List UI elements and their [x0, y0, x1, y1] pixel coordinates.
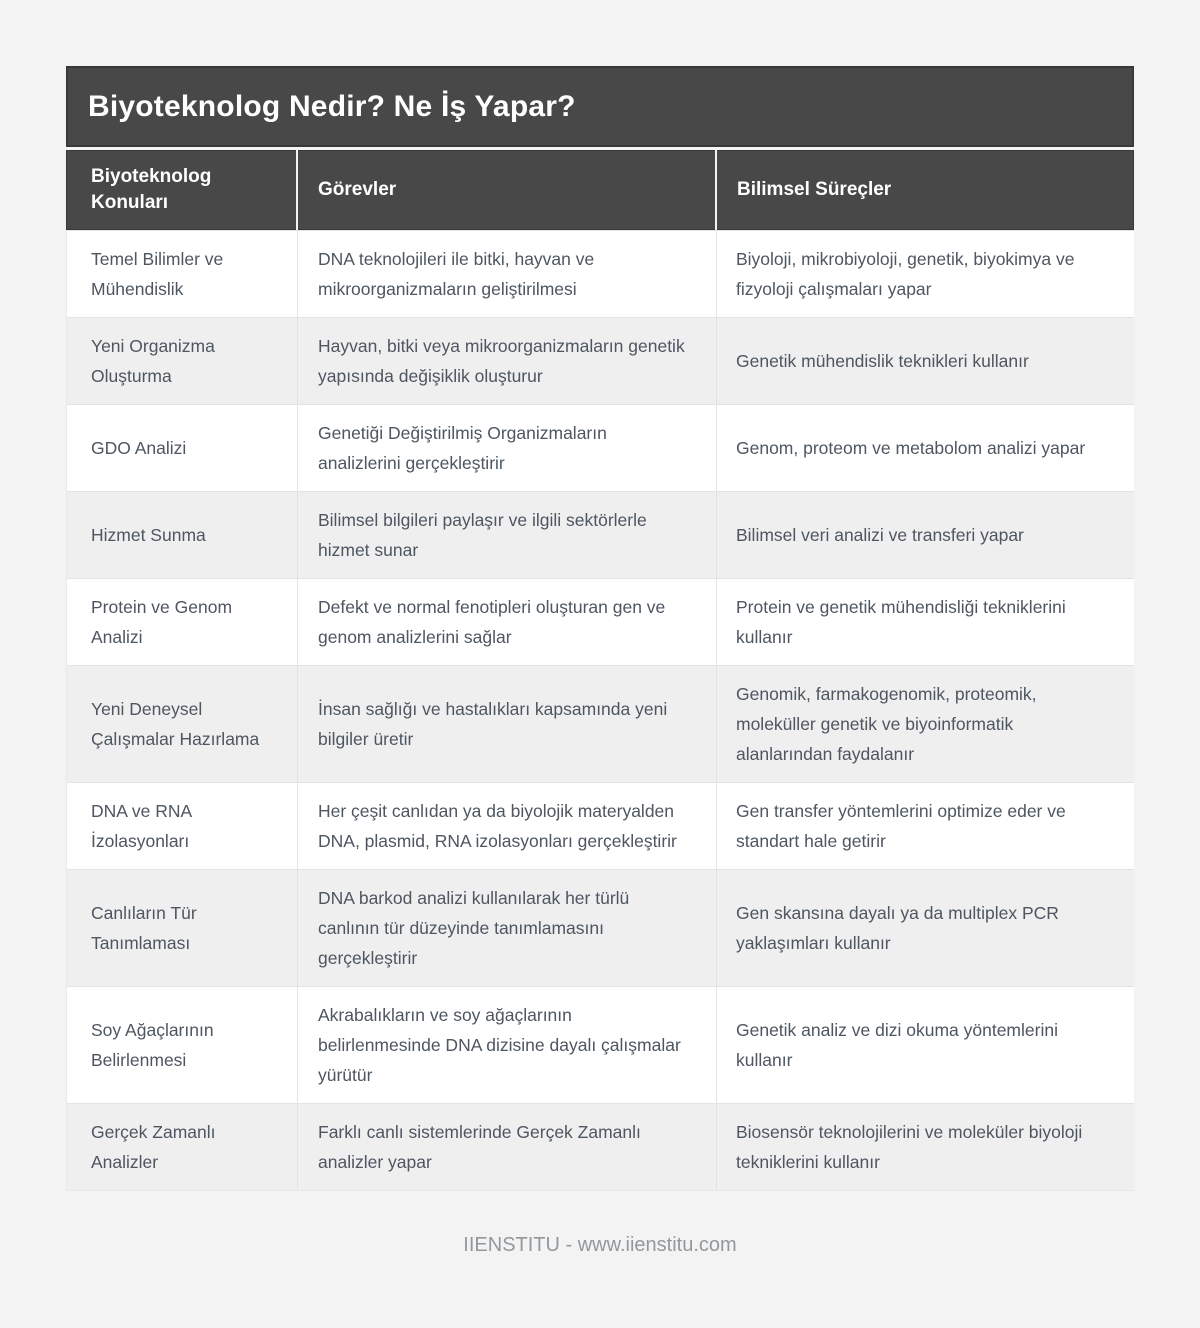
cell-topic: Hizmet Sunma [67, 492, 297, 578]
cell-topic: GDO Analizi [67, 405, 297, 491]
table-row [67, 987, 1133, 1103]
cell-task: Hayvan, bitki veya mikroorganizmaların genetik yapısında değişiklik oluşturur [298, 318, 716, 404]
table-row [67, 1104, 1133, 1190]
table-header-row [66, 150, 1134, 230]
column-header-processes: Bilimsel Süreçler [717, 150, 1134, 230]
cell-task: Bilimsel bilgileri paylaşır ve ilgili sektörlerle hizmet sunar [298, 492, 716, 578]
footer-credit: IIENSTITU - www.iienstitu.com [463, 1234, 737, 1256]
cell-task: Akrabalıkların ve soy ağaçlarının belirlenmesinde DNA dizisine dayalı çalışmalar yürütür [298, 987, 716, 1103]
cell-process: Gen transfer yöntemlerini optimize eder ve standart hale getirir [717, 783, 1134, 869]
cell-topic: Canlıların Tür Tanımlaması [67, 870, 297, 986]
table-row [67, 492, 1133, 578]
cell-topic: Yeni Deneysel Çalışmalar Hazırlama [67, 666, 297, 782]
table-row [67, 783, 1133, 869]
cell-task: İnsan sağlığı ve hastalıkları kapsamında yeni bilgiler üretir [298, 666, 716, 782]
cell-topic: Temel Bilimler ve Mühendislik [67, 231, 297, 317]
column-header-tasks: Görevler [298, 150, 715, 230]
cell-process: Bilimsel veri analizi ve transferi yapar [717, 492, 1134, 578]
cell-topic: DNA ve RNA İzolasyonları [67, 783, 297, 869]
table-row [67, 579, 1133, 665]
cell-process: Genetik analiz ve dizi okuma yöntemlerini kullanır [717, 987, 1134, 1103]
cell-topic: Soy Ağaçlarının Belirlenmesi [67, 987, 297, 1103]
column-header-topics: Biyoteknolog Konuları [66, 150, 296, 230]
cell-topic: Yeni Organizma Oluşturma [67, 318, 297, 404]
infographic-table [66, 66, 1134, 1191]
cell-task: DNA barkod analizi kullanılarak her türlü canlının tür düzeyinde tanımlamasını gerçekleştirir [298, 870, 716, 986]
cell-process: Genom, proteom ve metabolom analizi yapar [717, 405, 1134, 491]
table-row [67, 318, 1133, 404]
cell-process: Genomik, farmakogenomik, proteomik, moleküller genetik ve biyoinformatik alanlarından faydalanır [717, 666, 1134, 782]
cell-task: Her çeşit canlıdan ya da biyolojik materyalden DNA, plasmid, RNA izolasyonları gerçekleştirir [298, 783, 716, 869]
cell-task: Farklı canlı sistemlerinde Gerçek Zamanlı analizler yapar [298, 1104, 716, 1190]
page-title: Biyoteknolog Nedir? Ne İş Yapar? [88, 89, 576, 123]
cell-process: Genetik mühendislik teknikleri kullanır [717, 318, 1134, 404]
table-row [67, 666, 1133, 782]
cell-topic: Gerçek Zamanlı Analizler [67, 1104, 297, 1190]
cell-process: Biyoloji, mikrobiyoloji, genetik, biyokimya ve fizyoloji çalışmaları yapar [717, 231, 1134, 317]
cell-topic: Protein ve Genom Analizi [67, 579, 297, 665]
table-row [67, 231, 1133, 317]
table-row [67, 870, 1133, 986]
table-body [66, 230, 1134, 1191]
cell-process: Biosensör teknolojilerini ve moleküler biyoloji tekniklerini kullanır [717, 1104, 1134, 1190]
cell-task: Defekt ve normal fenotipleri oluşturan gen ve genom analizlerini sağlar [298, 579, 716, 665]
cell-task: Genetiği Değiştirilmiş Organizmaların analizlerini gerçekleştirir [298, 405, 716, 491]
cell-process: Gen skansına dayalı ya da multiplex PCR yaklaşımları kullanır [717, 870, 1134, 986]
cell-task: DNA teknolojileri ile bitki, hayvan ve mikroorganizmaların geliştirilmesi [298, 231, 716, 317]
title-bar [66, 66, 1134, 147]
cell-process: Protein ve genetik mühendisliği tekniklerini kullanır [717, 579, 1134, 665]
table-row [67, 405, 1133, 491]
